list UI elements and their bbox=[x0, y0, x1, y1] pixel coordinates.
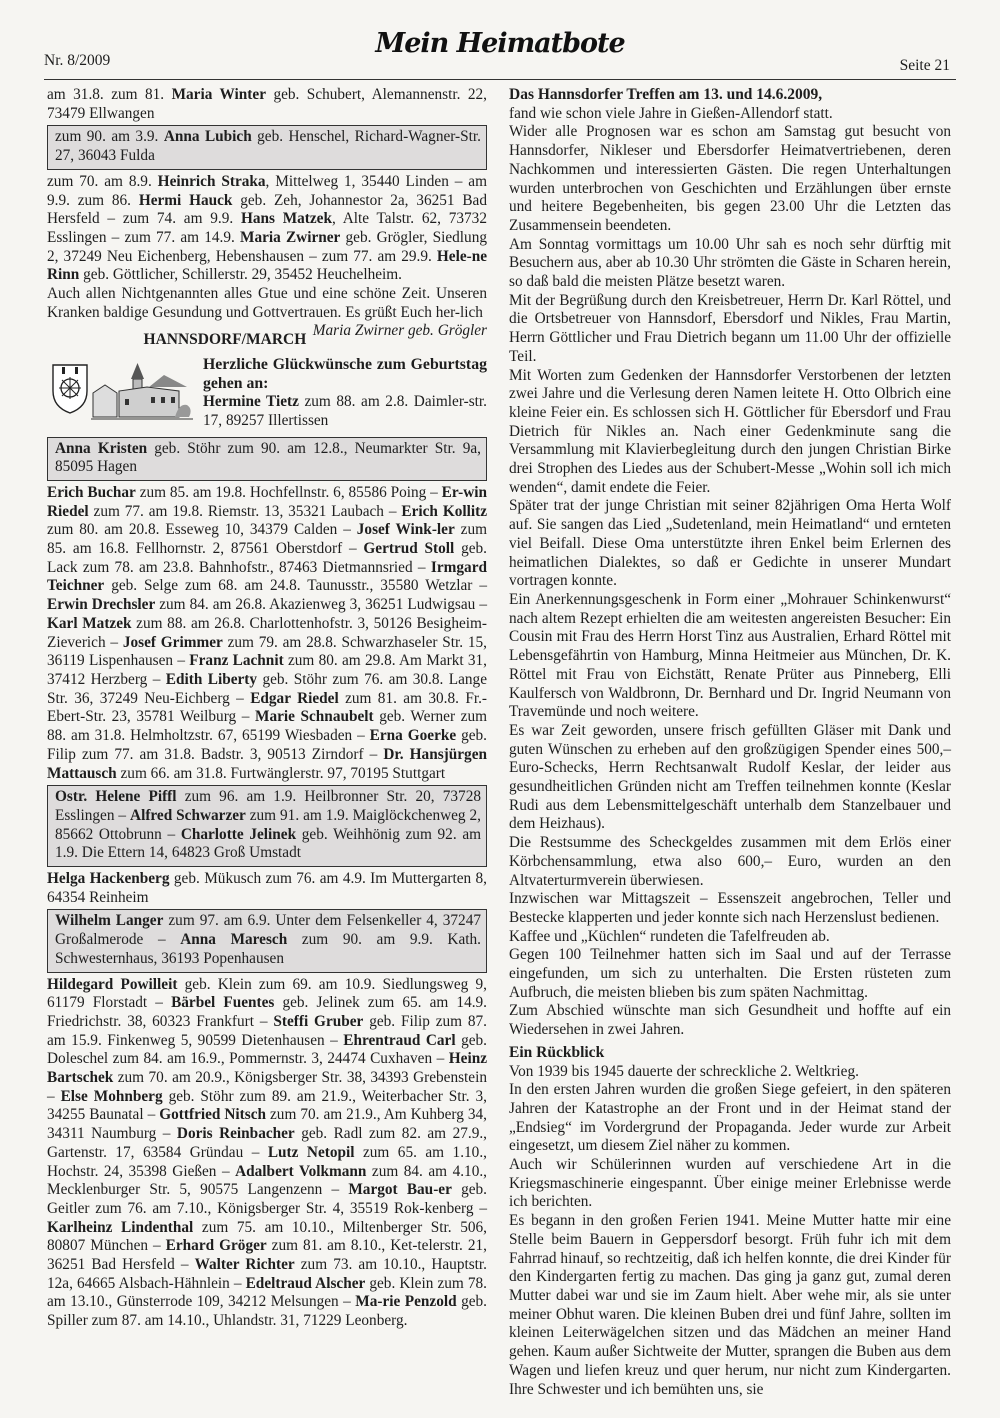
article-paragraph: Am Sonntag vormittags um 10.00 Uhr sah es noch sehr dürftig mit Besuchern aus, aber ab 10.30 Uhr strömten die Gäste in Scharen herein, so daß bald die meisten Plätze besetzt waren. bbox=[509, 235, 951, 291]
article-paragraph: Zum Abschied wünschte man sich Gesundheit und hoffte auf ein Wiedersehen in zwei Jahren. bbox=[509, 1002, 951, 1039]
article-paragraph: Von 1939 bis 1945 dauerte der schreckliche 2. Weltkrieg. bbox=[509, 1062, 859, 1080]
article-paragraph: Auch wir Schülerinnen wurden auf verschiedene Art in die Kriegsmaschinerie eingespannt. Über einige meiner Erlebnisse werde ich berichten. bbox=[509, 1156, 951, 1211]
article-paragraph: fand wie schon viele Jahre in Gießen-Allendorf statt. bbox=[509, 104, 833, 122]
article-paragraph: Inzwischen war Mittagszeit – Essenszeit angebrochen, Teller und Bestecke klapperten und jeder konnte sich nach Herzenslust bedienen. bbox=[509, 890, 951, 926]
article-paragraph: Mit der Begrüßung durch den Kreisbetreuer, Herrn Dr. Karl Röttel, und die Ortsbetreuer von Hannsdorf, Ebersdorf und Nikles, Frau Martin, Herrn Göttlicher und Frau Dietrich begann um 11.00 Uhr der offizielle Teil. bbox=[509, 291, 951, 365]
birthday-list: Hildegard Powilleit geb. Klein zum 69. am 10.9. Siedlungsweg 9, 61179 Florstadt – Bärbel Fuentes geb. Jelinek zum 65. am 14.9. Friedrichstr. 38, 60323 Frankfurt – Steffi Gruber geb. Filip zum 87. am 15.9. Finkenweg 5, 90599 Dietenhausen – Ehrentraud Carl geb. Doleschel zum 84. am 16.9., Pommernstr. 3, 24474 Cuxhaven – Heinz Bartschek zum 70. am 20.9., Königsberger Str. 38, 34393 Grebenstein – Else Mohnberg geb. Stöhr zum 89. am 21.9., Weiterbacher Str. 3, 34255 Baunatal – Gottfried Nitsch zum 70. am 21.9., Am Kuhberg 34, 34311 Naumburg – Doris Reinbacher geb. Radl zum 82. am 27.9., Gartenstr. 17, 63584 Gründau – Lutz Netopil zum 65. am 1.10., Hochstr. 24, 35398 Gießen – Adalbert Volkmann zum 84. am 4.10., Mecklenburger Str. 5, 90575 Langenzenn – Margot Bau-er geb. Geitler zum 76. am 7.10., Königsberger Str. 4, 35519 Rok-kenberg – Karlheinz Lindenthal zum 75. am 10.10., Miltenberger Str. 506, 80807 München – Erhard Gröger zum 81. am 8.10., Ket-telerstr. 21, 36251 Bad Hersfeld – Walter Richter zum 73. am 10.10., Hauptstr. 12a, 64665 Alsbach-Hähnlein – Edeltraud Alscher geb. Klein zum 78. am 13.10., Günsterrode 109, 34212 Melsungen – Ma-rie Penzold geb. Spiller zum 87. am 14.10., Uhlandstr. 31, 71229 Leonberg. bbox=[47, 975, 488, 1330]
article-heading: Das Hannsdorfer Treffen am 13. und 14.6.2009, bbox=[509, 86, 823, 103]
masthead-logo: Mein Heimatbote bbox=[375, 28, 625, 59]
article-paragraph: Kaffee und „Küchlen“ rundeten die Tafelfreuden ab. bbox=[509, 927, 830, 945]
article-paragraph: Es war Zeit geworden, unsere frisch gefüllten Gläser mit Dank und guten Wünschen zu erheben auf den großzügigen Spender eines 500,– Euro-Schecks, Herrn Rechtsanwalt Rudolf Keslar, der leider aus gesundheitlichen Gründen nicht am Treffen teilnehmen konnte (Keslar Rudi aus dem Lebensmittelgeschäft unterhalb dem Stanzelbauer und dem Heizhaus). bbox=[509, 721, 951, 833]
birthday-list: zum 70. am 8.9. Heinrich Straka, Mittelweg 1, 35440 Linden – am 9.9. zum 86. Hermi Hauck geb. Zeh, Johannestor 2a, 36251 Bad Hersfeld – zum 74. am 9.9. Hans Matzek, Alte Talstr. 62, 73732 Esslingen – zum 77. am 14.9. Maria Zwirner geb. Grögler, Siedlung 2, 37249 Neu Eichenberg, Hebenshausen – zum 77. am 29.9. Hele-ne Rinn geb. Göttlicher, Schillerstr. 29, 35452 Heuchelheim. bbox=[47, 172, 487, 284]
highlight-box: zum 90. am 3.9. Anna Lubich geb. Henschel, Richard-Wagner-Str. 27, 36043 Fulda bbox=[47, 125, 487, 169]
article-paragraph: Wider alle Prognosen war es schon am Samstag gut besucht von Hannsdorfer, Nikleser und Ebersdorfer Heimatvertriebenen, deren Nachkommen und interessierten Gästen. Die regen Unterhaltungen wurden unterbrochen von Geschichten und Erzählungen über ernste und heitere Begebenheiten, bis gegen 23.00 Uhr die Letzten das Zusammensein beendeten. bbox=[509, 123, 951, 234]
article-heading: Ein Rückblick bbox=[509, 1043, 605, 1061]
page-number: Seite 21 bbox=[899, 57, 950, 74]
greeting-block bbox=[47, 355, 487, 430]
signature: Maria Zwirner geb. Grögler bbox=[312, 322, 487, 340]
highlight-box: Anna Kristen geb. Stöhr zum 90. am 12.8., Neumarkter Str. 9a, 85095 Hagen bbox=[47, 437, 487, 481]
article-paragraph: Später trat der junge Christian mit seiner 82jährigen Oma Herta Wolf auf. Sie sangen das Lied „Sudetenland, mein Heimatland“ und ernteten viel Beifall. Diese Oma unterstützte ihren Enkel beim Erlernen des heimatlichen Dialektes, so daß er Gedichte in unserer Mundart vortragen konnte. bbox=[509, 497, 951, 590]
article-paragraph: Gegen 100 Teilnehmer hatten sich im Saal und auf der Terrasse eingefunden, um sich zu unterhalten. Die Ersten rüsteten zum Aufbruch, die meisten blieben bis zum späten Nachmittag. bbox=[509, 946, 951, 1001]
right-column bbox=[509, 86, 951, 1399]
article-paragraph: Ein Anerkennungsgeschenk in Form einer „Mohrauer Schinkenwurst“ nach altem Rezept erhielten die am weitesten angereisten Besucher: Ein Cousin mit Frau des Herrn Horst Tinz aus Australien, Erhard Röttel mit Lebensgefährtin von Hamburg, Minna Heitmeier aus München, Dr. K. Röttel mit Frau von Eichstätt, Renate Prüter aus Pinneberg, Elli Kaulfersch von Waldbronn, Dr. Bernhard und Dr. Ingrid Neumann von Travemünde und noch weitere. bbox=[509, 590, 951, 721]
article-paragraph: In den ersten Jahren wurden die großen Siege gefeiert, in den späteren Jahren der Katastrophe an der Front und in der Heimat stand der „Endsieg“ im Vordergrund der Propaganda. Jeder wurde zur Arbeit eingesetzt, um diesem Ziel näher zu kommen. bbox=[509, 1081, 951, 1155]
highlight-box: Ostr. Helene Piffl zum 96. am 1.9. Heilbronner Str. 20, 73728 Esslingen – Alfred Schwarzer zum 91. am 1.9. Maiglöckchenweg 2, 85662 Ottobrunn – Charlotte Jelinek geb. Weihhönig zum 92. am 1.9. Die Ettern 14, 64823 Groß Umstadt bbox=[47, 785, 487, 867]
greeting-text: Herzliche Glückwünsche zum Geburtstag gehen an: Hermine Tietz zum 88. am 2.8. Daimler-str. 17, 89257 Illertissen bbox=[203, 356, 487, 429]
highlight-box: Wilhelm Langer zum 97. am 6.9. Unter dem Felsenkeller 4, 37247 Großalmerode – Anna Maresch zum 90. am 9.9. Kath. Schwesternhaus, 36193 Popenhausen bbox=[47, 909, 487, 972]
issue-number: Nr. 8/2009 bbox=[44, 52, 111, 69]
closing-greeting: Auch allen Nichtgenannten alles Gtue und eine schöne Zeit. Unseren Kranken baldige Gesundung und Gottvertrauen. Es grüßt Euch her-lich Maria Zwirner geb. Grögler bbox=[47, 285, 487, 340]
section-heading: HANNSDORF/MARCH bbox=[143, 331, 307, 349]
birthday-list: Erich Buchar zum 85. am 19.8. Hochfellnstr. 6, 85586 Poing – Er-win Riedel zum 77. am 19.8. Riemstr. 13, 35321 Laubach – Erich Kollitz zum 80. am 20.8. Esseweg 10, 34379 Calden – Josef Wink-ler zum 85. am 16.8. Fellhornstr. 2, 87561 Oberstdorf – Gertrud Stoll geb. Lack zum 78. am 23.8. Bahnhofstr., 87463 Dietmannsried – Irmgard Teichner geb. Selge zum 68. am 24.8. Taunusstr., 35580 Wetzlar – Erwin Drechsler zum 84. am 26.8. Akazienweg 3, 36251 Ludwigsau – Karl Matzek zum 88. am 26.8. Charlottenhofstr. 3, 50126 Besigheim-Zieverich – Josef Grimmer zum 79. am 28.8. Schwarzhaseler Str. 15, 36119 Lispenhausen – Franz Lachnit zum 80. am 29.8. Am Markt 31, 37412 Herzberg – Edith Liberty geb. Stöhr zum 76. am 30.8. Lange Str. 36, 37249 Neu-Eichberg – Edgar Riedel zum 81. am 30.8. Fr.-Ebert-Str. 23, 35781 Weilburg – Marie Schnaubelt geb. Werner zum 88. am 31.8. Helmholtzstr. 67, 65199 Wiesbaden – Erna Goerke geb. Filip zum 77. am 31.8. Badstr. 3, 90513 Zirndorf – Dr. Hansjürgen Mattausch zum 66. am 31.8. Furtwänglerstr. 97, 70195 Stuttgart bbox=[47, 483, 488, 782]
article-paragraph: Die Restsumme des Scheckgeldes zusammen mit dem Erlös einer Körbchensammlung, etwa also 600,– Euro, wurden an den Altvaterturmverein überwiesen. bbox=[509, 834, 951, 889]
article-paragraph: Mit Worten zum Gedenken der Hannsdorfer Verstorbenen der letzten zwei Jahre und die Verlesung deren Namen leitete H. Otto Olbrich eine kleine Feier ein. Es schlossen sich H. Göttlicher für Ebersdorf und Frau Dietrich für Nikles an. Nach einer Gedenkminute sang die Versammlung mit Klavierbegleitung durch den jungen Christian Birke drei Strophen des Liedes aus der Schubert-Messe „Wohin soll ich mich wenden“, damit endete die Feier. bbox=[509, 366, 951, 496]
birthday-entry: am 31.8. zum 81. Maria Winter geb. Schubert, Alemannenstr. 22, 73479 Ellwangen bbox=[47, 86, 487, 122]
article-paragraph: Es begann in den großen Ferien 1941. Meine Mutter hatte mir eine Stelle beim Bauern in Geppersdorf besorgt. Früh fuhr ich mit dem Fahrrad hinauf, so rechtzeitig, daß ich helfen konnte, die drei Kinder für den Kindergarten fertig zu machen. Das ging ja ganz gut, zumal deren Mutter dabei war und sie im Zaum hielt. Aber wehe mir, als sie unter meiner Obhut waren. Die kleinen Buben drei und fünf Jahre, sollten im kleinen Leiterwägelchen sitzen und das Mädchen an meiner Hand gehen. Kaum außer Sichtweite der Mutter, sprangen die Buben aus dem Wagen und liefen kreuz und quer herum, nur nicht zum Kindergarten. Ihre Schwester und ich bemühten uns, sie bbox=[509, 1212, 951, 1398]
greeting-title: Herzliche Glückwünsche zum Geburtstag gehen an: bbox=[203, 356, 487, 393]
birthday-entry: Helga Hackenberg geb. Mükusch zum 76. am 4.9. Im Muttergarten 8, 64354 Reinheim bbox=[47, 870, 488, 906]
header-rule bbox=[44, 79, 956, 80]
left-column bbox=[47, 86, 487, 1331]
village-emblem-icon bbox=[47, 357, 197, 427]
